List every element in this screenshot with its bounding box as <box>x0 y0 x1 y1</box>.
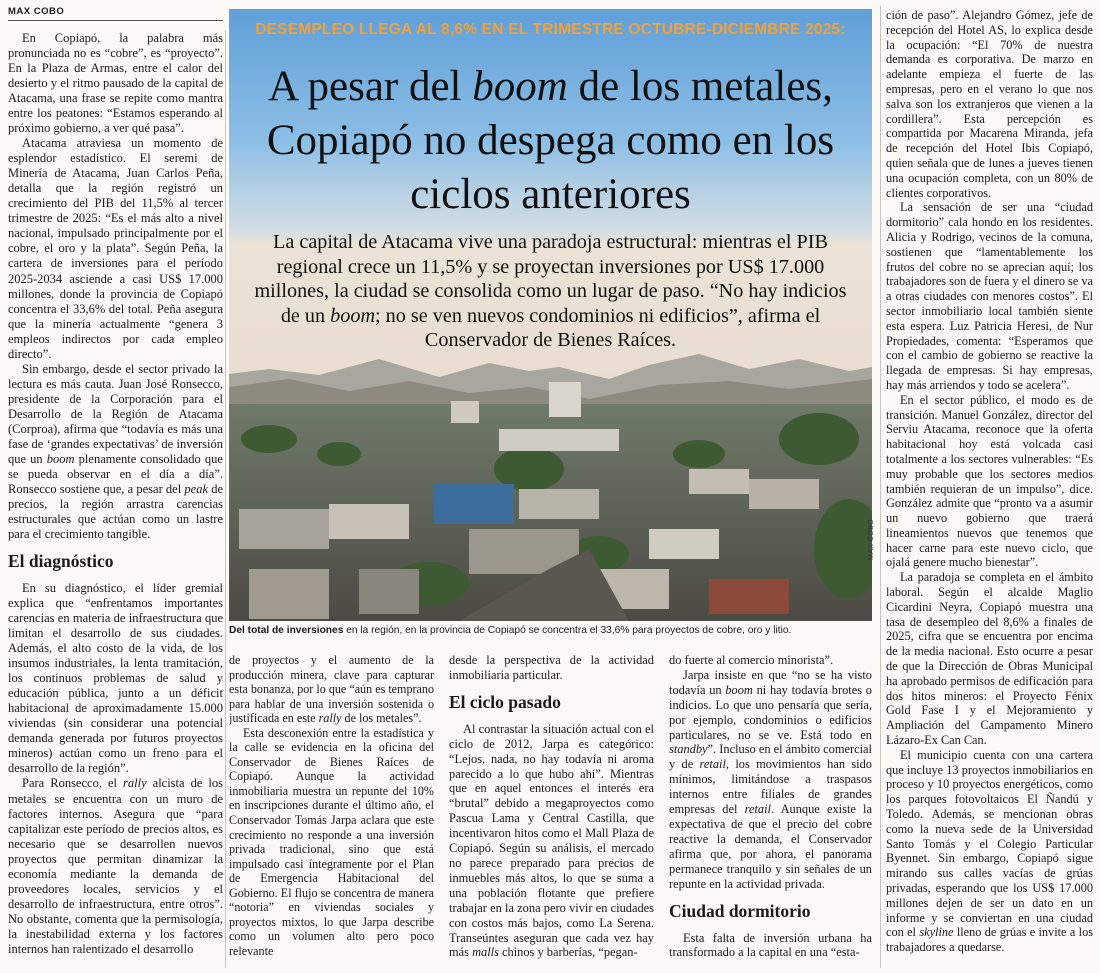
section-heading-ciudad-dormitorio: Ciudad dormitorio <box>669 900 811 921</box>
paragraph: ción de paso”. Alejandro Gómez, jefe de recepción del Hotel AS, lo explica desde la ocupación: “El 70% de nuestra demanda es corporativa. De marzo en adelante empieza el fuerte de las empresas, pero en el verano lo que nos salva son los extranjeros que vienen a la cordillera”. Esta percepción es compartida por Macarena Miranda, jefa de recepción del Hotel Ibis Copiapó, quien señala que de lunes a jueves tienen una ocupación completa, con un 80% de clientes corporativos. <box>886 8 1093 200</box>
paragraph: La paradoja se completa en el ámbito laboral. Según el alcalde Maglio Cicardini Neyra, Copiapó muestra una tasa de desempleo del 8,6% a finales de 2025, cifra que se encuentra por encima de la media nacional. Esto ocurre a pesar de que la Dirección de Obras Municipal ha aprobado permisos de edificación para dos hitos mineros: el Proyecto Fénix Gold Fase I y el Mejoramiento y Ampliación del Campamento Minero Lázaro-Ex Can Can. <box>886 570 1093 748</box>
paragraph: En el sector público, el modo es de transición. Manuel González, director del Serviu Atacama, reconoce que la oferta habitacional hoy está volcada casi totalmente a los sectores vulnerables: “Es muy probable que los sectores medios también requieran de un impulso”, dice. González admite que “pronto va a asumir un nuevo gobierno que traerá lineamientos nuevos que tenemos que hacer carne para este nuevo ciclo, que ojalá genere mucho bienestar”. <box>886 392 1093 570</box>
kicker: DESEMPLEO LLEGA AL 8,6% EN EL TRIMESTRE OCTUBRE-DICIEMBRE 2025: <box>255 21 846 38</box>
column-3 <box>449 653 654 971</box>
column-1 <box>8 31 223 969</box>
paragraph: El municipio cuenta con una cartera que incluye 13 proyectos inmobiliarios en proceso y 10 proyectos energéticos, como los parques fotovoltaicos El Ñandú y Toledo. Además, se mencionan obras como la nueva sede de la Universidad Santo Tomás y el Colegio Particular Byennet. Sin embargo, Copiapó sigue mirando sus calles vacías de grúas privadas, esperando que los US$ 17.000 millones dejen de ser un dato en un informe y se conviertan en una ciudad con el skyline lleno de grúas e invite a los trabajadores a quedarse. <box>886 747 1093 955</box>
column-5 <box>886 8 1093 970</box>
paragraph: desde la perspectiva de la actividad inmobiliaria particular. <box>449 653 654 682</box>
paragraph: Para Ronsecco, el rally alcista de los metales se encuentra con un muro de factores internos. Asegura que “para capitalizar este período de precios altos, es necesario que se desarrollen nuevos proyectos que permitan dinamizar la economía mediante la demanda de proveedores locales, servicios y el desarrollo de infraestructura, entre otros”. No obstante, comenta que la permisología, la inestabilidad externa y los factores internos han ralentizado el desarrollo <box>8 776 223 956</box>
paragraph: Al contrastar la situación actual con el ciclo de 2012, Jarpa es categórico: “Lejos, nada, no hay todavía ni aroma parecido a lo que hubo ahí”. Mientras que en aquel entonces el interés era “brutal” debido a megaproyectos como Pascua Lama y Central Castilla, que incentivaron hitos como el Mall Plaza de Copiapó. Según su análisis, el mercado no parece preparado para precios de inmuebles más altos, lo que se suma a una población flotante que prefiere trabajar en la zona pero vivir en ciudades con costos más bajos, como La Serena. Transeúntes aseguran que cada vez hay más malls chinos y barberías, “pegan- <box>449 721 654 960</box>
paragraph: En Copiapó, la palabra más pronunciada no es “cobre”, es “proyecto”. En la Plaza de Armas, entre el calor del desierto y el ritmo pausado de la capital de Atacama, una frase se repite como mantra entre los peatones: “Estamos esperando al próximo gobierno, a ver qué pasa”. <box>8 31 223 136</box>
column-divider <box>225 30 226 968</box>
paragraph: de proyectos y el aumento de la producción minera, clave para capturar esta bonanza, por lo que “aún es temprano para hablar de una inversión sostenida o justificada en este rally de los metales”. <box>229 653 434 726</box>
photo-credit: MAX COBO <box>868 519 875 560</box>
paragraph: do fuerte al comercio minorista”. <box>669 653 834 667</box>
paragraph: Esta falta de inversión urbana ha transformado a la capital en una “esta- <box>669 930 872 960</box>
paragraph: La sensación de ser una “ciudad dormitorio” cala hondo en los residentes. Alicia y Rodrigo, vecinos de la comuna, sostienen que “lamentablemente los frutos del cobre no se aprecian aquí; los trabajadores son de fuera y el dinero se va a otras ciudades con menores costos”. El sector inmobiliario local también siente esta espera. Luz Patricia Heresi, de Nur Propiedades, comenta: “Esperamos que con el cambio de gobierno se reactive la llegada de empresas. Si hay empresas, hay más arriendos y todo se acelera”. <box>886 200 1093 392</box>
column-2 <box>229 653 434 971</box>
deck: La capital de Atacama vive una paradoja estructural: mientras el PIB regional crece un 11,5% y se proyectan inversiones por US$ 17.000 millones, la ciudad se consolida como un lugar de paso. “No hay indicios de un boom; no se ven nuevos condominios ni edificios”, afirma el Conservador de Bienes Raíces. <box>254 231 847 351</box>
section-heading-diagnostico: El diagnóstico <box>8 551 114 572</box>
paragraph: Jarpa insiste en que “no se ha visto todavía un boom ni hay todavía brotes o indicios. Lo que uno pensaría que sería, por ejemplo, condominios o edificios particulares, no se ve. Está todo en standby”. Incluso en el ámbito comercial y de retail, los movimientos han sido mínimos, limitándose a traspasos internos entre filiales de grandes empresas del retail. Aunque existe la expectativa de que el precio del cobre reactive la demanda, el Conservador afirma que, por ahora, el panorama permanece tranquilo y sin señales de un repunte en la actividad privada. <box>669 667 872 891</box>
paragraph: En su diagnóstico, el líder gremial explica que “enfrentamos importantes carencias en materia de infraestructura que limitan el desarrollo de sus ciudades. Además, el alto costo de la vida, de los insumos industriales, la lenta tramitación, los continuos problemas de salud y educación pública, junto a un déficit habitacional de aproximadamente 15.000 viviendas (sin considerar una potencial demanda generada por futuros proyectos mineros) actúan como un freno para el desarrollo de la región”. <box>8 581 223 776</box>
headline: A pesar del boom de los metales, Copiapó no despega como en los ciclos anteriores <box>266 63 835 218</box>
column-4 <box>669 653 872 971</box>
paragraph: Esta desconexión entre la estadística y la calle se evidencia en la oficina del Conservador de Bienes Raíces de Copiapó. Aunque la actividad inmobiliaria muestra un repunte del 10% en inscripciones durante el último año, el Conservador Tomás Jarpa aclara que este crecimiento no responde a una inversión privada tradicional, sino que está impulsado casi íntegramente por el Plan de Emergencia Habitacional del Gobierno. El flujo se concentra de manera “notoria” en viviendas sociales y proyectos mixtos, lo que Jarpa describe como un volumen alto pero poco relevante <box>229 725 434 958</box>
paragraph: Atacama atraviesa un momento de esplendor estadístico. El seremi de Minería de Atacama, Juan Carlos Peña, detalla que la región registró un crecimiento del PIB del 11,5% al tercer trimestre de 2025: “Es el más alto a nivel nacional, impulsado principalmente por el cobre, el oro y la plata”. Según Peña, la cartera de inversiones para el período 2025-2034 asciende a casi US$ 17.000 millones, donde la provincia de Copiapó concentra el 33,6% del total. Peña asegura que la minería actualmente “genera 3 empleos indirectos por cada empleo directo”. <box>8 136 223 361</box>
byline: MAX COBO <box>8 6 223 21</box>
photo-caption: Del total de inversiones en la región, en la provincia de Copiapó se concentra el 33,6% para proyectos de cobre, oro y litio. <box>229 625 792 636</box>
paragraph: Sin embargo, desde el sector privado la lectura es más cauta. Juan José Ronsecco, presidente de la Corporación para el Desarrollo de la Región de Atacama (Corproa), afirma que “todavía es más una fase de ‘grandes expectativas’ de inversión que un boom plenamente consolidado que se pueda observar en el día a día”. Ronsecco sostiene que, a pesar del peak de precios, la región arrastra carencias estructurales que actúan como un lastre para el crecimiento tangible. <box>8 361 223 542</box>
hero-photo <box>229 9 872 621</box>
section-heading-ciclo-pasado: El ciclo pasado <box>449 691 561 712</box>
column-divider <box>880 6 881 968</box>
